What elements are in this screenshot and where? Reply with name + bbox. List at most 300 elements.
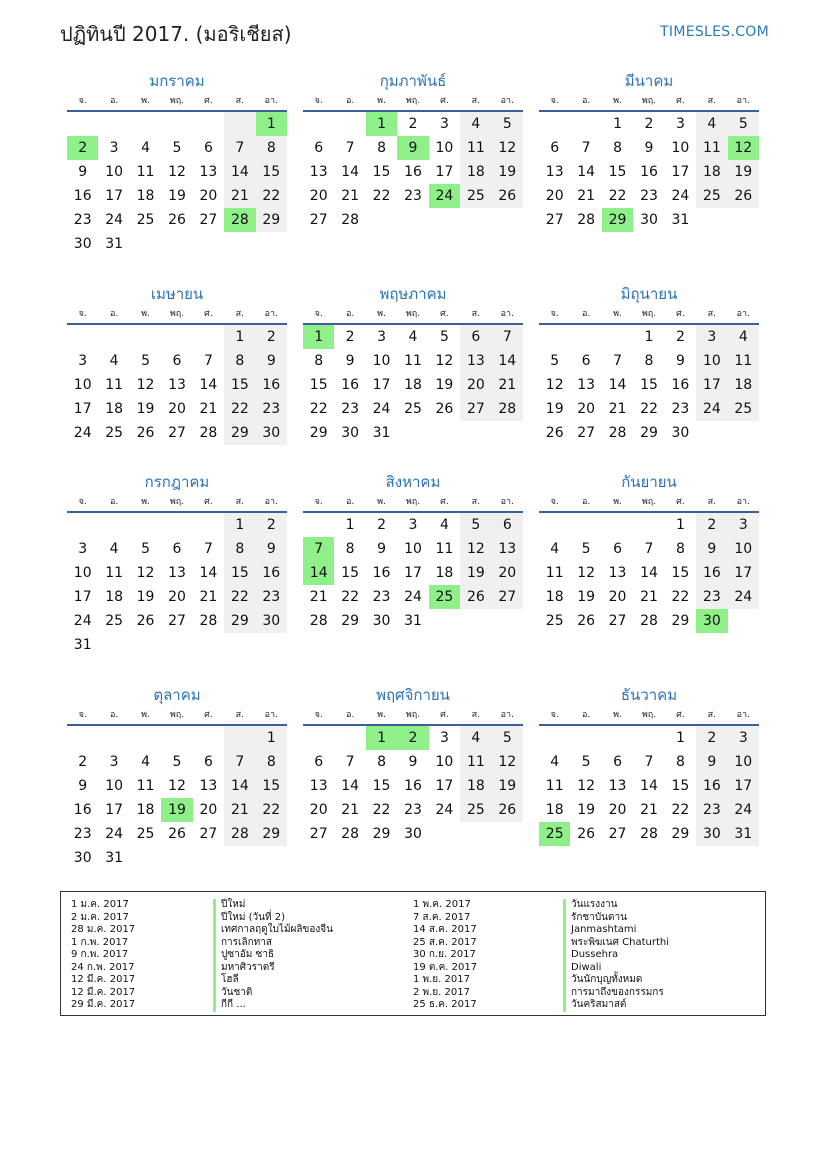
empty-cell bbox=[161, 112, 192, 136]
day-cell: 24 bbox=[372, 401, 391, 417]
empty-cell bbox=[256, 232, 287, 256]
weekday-label: ศ. bbox=[440, 710, 449, 720]
month-block bbox=[539, 471, 759, 633]
month-block bbox=[539, 70, 759, 232]
legend-entry: 1 ก.พ. 2017 bbox=[71, 936, 129, 948]
weekday-label: ส. bbox=[235, 309, 245, 319]
day-cell: 17 bbox=[728, 774, 759, 798]
day-cell: 29 bbox=[309, 425, 328, 441]
legend-entry: 2 ม.ค. 2017 bbox=[71, 911, 129, 923]
day-cell: 15 bbox=[671, 778, 690, 794]
day-cell: 8 bbox=[345, 541, 355, 557]
weekday-label: ศ. bbox=[204, 309, 213, 319]
day-cell: 2 bbox=[408, 116, 418, 132]
day-cell: 30 bbox=[404, 826, 422, 842]
day-cell: 11 bbox=[696, 136, 727, 160]
day-cell: 12 bbox=[168, 778, 186, 794]
day-cell: 10 bbox=[105, 778, 124, 794]
weekday-label: พฤ. bbox=[405, 309, 421, 319]
day-cell: 3 bbox=[109, 754, 119, 770]
day-cell: 16 bbox=[341, 377, 360, 393]
empty-cell bbox=[130, 513, 161, 537]
day-grid bbox=[539, 726, 759, 846]
day-cell: 15 bbox=[309, 377, 328, 393]
empty-cell bbox=[570, 513, 601, 537]
day-cell: 15 bbox=[608, 164, 627, 180]
day-cell: 26 bbox=[168, 212, 186, 228]
day-cell: 20 bbox=[545, 188, 564, 204]
day-cell: 9 bbox=[696, 750, 727, 774]
month-name: กันยายน bbox=[621, 473, 677, 491]
day-cell: 25 bbox=[460, 184, 491, 208]
day-cell: 14 bbox=[199, 565, 218, 581]
empty-cell bbox=[539, 513, 570, 537]
day-cell: 22 bbox=[671, 802, 690, 818]
day-cell: 22 bbox=[224, 585, 255, 609]
empty-cell bbox=[98, 726, 129, 750]
day-cell: 11 bbox=[728, 349, 759, 373]
empty-cell bbox=[193, 633, 224, 657]
day-cell: 7 bbox=[224, 750, 255, 774]
day-cell: 26 bbox=[577, 826, 596, 842]
empty-cell bbox=[570, 325, 601, 349]
day-cell: 4 bbox=[460, 112, 491, 136]
day-cell: 28 bbox=[309, 613, 328, 629]
weekday-label: พ. bbox=[613, 497, 622, 507]
empty-cell bbox=[161, 726, 192, 750]
day-cell: 18 bbox=[728, 373, 759, 397]
empty-cell bbox=[67, 325, 98, 349]
day-cell: 5 bbox=[460, 513, 491, 537]
day-cell: 18 bbox=[136, 188, 155, 204]
weekday-label: อา. bbox=[736, 497, 750, 507]
weekday-label: พ. bbox=[377, 96, 386, 106]
weekday-label: พฤ. bbox=[641, 309, 657, 319]
weekday-label: ศ. bbox=[204, 96, 213, 106]
day-cell: 6 bbox=[492, 513, 523, 537]
month-name: กุมภาพันธ์ bbox=[379, 72, 447, 90]
day-cell: 3 bbox=[728, 513, 759, 537]
empty-cell bbox=[98, 112, 129, 136]
day-cell: 8 bbox=[224, 537, 255, 561]
day-cell: 2 bbox=[675, 329, 685, 345]
day-cell: 13 bbox=[168, 565, 186, 581]
weekday-label: อ. bbox=[109, 96, 119, 106]
empty-cell bbox=[334, 726, 365, 750]
day-cell: 24 bbox=[404, 589, 422, 605]
day-cell: 11 bbox=[460, 750, 491, 774]
day-cell: 29 bbox=[224, 421, 255, 445]
day-cell: 30 bbox=[640, 212, 658, 228]
weekday-label: จ. bbox=[550, 710, 559, 720]
empty-cell bbox=[67, 112, 98, 136]
day-cell: 21 bbox=[199, 589, 218, 605]
weekday-label: พฤ. bbox=[405, 96, 421, 106]
weekday-label: ส. bbox=[707, 710, 717, 720]
day-cell: 26 bbox=[492, 184, 523, 208]
day-cell: 15 bbox=[256, 160, 287, 184]
weekday-label: ส. bbox=[235, 96, 245, 106]
weekday-label: จ. bbox=[314, 497, 323, 507]
day-cell: 27 bbox=[199, 826, 218, 842]
day-cell: 4 bbox=[550, 754, 560, 770]
day-cell: 24 bbox=[671, 188, 690, 204]
day-cell: 2 bbox=[345, 329, 355, 345]
legend-entry: 12 มี.ค. 2017 bbox=[71, 974, 136, 985]
day-cell: 30 bbox=[671, 425, 690, 441]
weekday-header bbox=[539, 706, 759, 726]
day-cell: 26 bbox=[168, 826, 186, 842]
legend-entry: โฮลี bbox=[213, 974, 333, 987]
weekday-label: ศ. bbox=[440, 96, 449, 106]
day-cell: 25 bbox=[404, 401, 422, 417]
day-cell: 18 bbox=[545, 589, 564, 605]
day-cell: 26 bbox=[577, 613, 596, 629]
empty-cell bbox=[303, 112, 334, 136]
day-cell: 21 bbox=[492, 373, 523, 397]
empty-cell bbox=[161, 846, 192, 870]
weekday-label: พฤ. bbox=[169, 96, 185, 106]
day-cell: 27 bbox=[545, 212, 564, 228]
day-cell: 3 bbox=[78, 541, 88, 557]
empty-cell bbox=[570, 112, 601, 136]
day-cell: 9 bbox=[78, 778, 88, 794]
empty-cell bbox=[67, 726, 98, 750]
day-grid bbox=[539, 325, 759, 445]
day-cell: 7 bbox=[224, 136, 255, 160]
month-name: เมษายน bbox=[150, 285, 204, 303]
day-cell: 1 bbox=[613, 116, 623, 132]
weekday-label: พ. bbox=[377, 710, 386, 720]
day-cell: 12 bbox=[492, 136, 523, 160]
day-cell: 23 bbox=[256, 397, 287, 421]
empty-cell bbox=[696, 208, 727, 232]
empty-cell bbox=[224, 846, 255, 870]
day-cell: 3 bbox=[675, 116, 685, 132]
day-cell: 22 bbox=[341, 589, 360, 605]
day-cell: 17 bbox=[728, 561, 759, 585]
day-cell: 16 bbox=[73, 802, 92, 818]
day-cell: 14 bbox=[608, 377, 627, 393]
legend-right-dates bbox=[413, 899, 477, 1012]
day-cell: 23 bbox=[372, 589, 391, 605]
day-cell: 16 bbox=[696, 561, 727, 585]
day-cell: 25 bbox=[105, 613, 124, 629]
day-cell: 18 bbox=[460, 774, 491, 798]
day-cell: 20 bbox=[608, 589, 627, 605]
day-cell: 1 bbox=[256, 726, 287, 750]
day-cell: 17 bbox=[404, 565, 422, 581]
day-cell: 9 bbox=[345, 353, 355, 369]
day-cell: 27 bbox=[199, 212, 218, 228]
day-cell: 31 bbox=[728, 822, 759, 846]
day-cell: 8 bbox=[224, 349, 255, 373]
day-grid bbox=[303, 726, 523, 846]
site-link[interactable]: TIMESLES.COM bbox=[660, 24, 769, 40]
day-cell: 3 bbox=[728, 726, 759, 750]
legend-entry: มหาศิวราตรี bbox=[213, 962, 333, 975]
day-cell: 11 bbox=[460, 136, 491, 160]
legend-entry: 2 พ.ย. 2017 bbox=[413, 986, 470, 998]
empty-cell bbox=[602, 513, 633, 537]
weekday-label: อา. bbox=[500, 96, 514, 106]
day-cell: 16 bbox=[256, 373, 287, 397]
day-cell: 20 bbox=[309, 188, 328, 204]
empty-cell bbox=[161, 325, 192, 349]
day-cell: 13 bbox=[309, 778, 328, 794]
weekday-header bbox=[539, 493, 759, 513]
day-cell: 11 bbox=[136, 164, 155, 180]
holiday-legend bbox=[60, 891, 766, 1016]
month-block bbox=[539, 283, 759, 445]
day-cell: 24 bbox=[728, 798, 759, 822]
legend-entry: 9 ก.พ. 2017 bbox=[71, 949, 129, 960]
day-cell: 23 bbox=[696, 585, 727, 609]
month-name: มีนาคม bbox=[624, 72, 674, 90]
empty-cell bbox=[539, 112, 570, 136]
day-cell: 28 bbox=[341, 826, 360, 842]
day-cell: 20 bbox=[199, 188, 218, 204]
day-cell: 28 bbox=[492, 397, 523, 421]
day-cell: 9 bbox=[78, 164, 88, 180]
empty-cell bbox=[193, 846, 224, 870]
day-cell: 23 bbox=[404, 188, 422, 204]
day-cell: 21 bbox=[309, 589, 328, 605]
day-cell: 12 bbox=[136, 565, 155, 581]
day-cell: 29 bbox=[256, 208, 287, 232]
day-cell: 2 bbox=[256, 513, 287, 537]
day-cell: 19 bbox=[435, 377, 454, 393]
day-cell: 8 bbox=[256, 750, 287, 774]
day-cell: 9 bbox=[256, 537, 287, 561]
day-cell: 21 bbox=[608, 401, 627, 417]
day-cell: 11 bbox=[545, 778, 564, 794]
day-cell: 27 bbox=[608, 613, 627, 629]
empty-cell bbox=[303, 513, 334, 537]
day-cell: 16 bbox=[404, 778, 422, 794]
legend-entry: เทศกาลฤดูใบไม้ผลิของจีน bbox=[213, 924, 333, 937]
empty-cell bbox=[696, 421, 727, 445]
empty-cell bbox=[602, 726, 633, 750]
day-cell: 7 bbox=[203, 353, 213, 369]
day-cell: 21 bbox=[341, 802, 360, 818]
day-cell: 17 bbox=[105, 802, 124, 818]
weekday-header bbox=[67, 493, 287, 513]
day-cell: 5 bbox=[172, 754, 182, 770]
weekday-label: อ. bbox=[581, 96, 591, 106]
weekday-header bbox=[67, 305, 287, 325]
day-cell: 31 bbox=[105, 236, 124, 252]
empty-cell bbox=[492, 421, 523, 445]
day-cell: 7 bbox=[613, 353, 623, 369]
day-cell: 29 bbox=[224, 609, 255, 633]
legend-entry: 29 มี.ค. 2017 bbox=[71, 999, 136, 1010]
day-cell: 27 bbox=[460, 397, 491, 421]
day-cell: 18 bbox=[105, 589, 124, 605]
day-cell: 28 bbox=[199, 613, 218, 629]
holiday-day-cell: 2 bbox=[67, 136, 98, 160]
empty-cell bbox=[397, 208, 428, 232]
weekday-label: จ. bbox=[550, 96, 559, 106]
weekday-label: พ. bbox=[613, 710, 622, 720]
day-cell: 24 bbox=[435, 802, 454, 818]
holiday-day-cell: 1 bbox=[256, 112, 287, 136]
weekday-label: พ. bbox=[613, 309, 622, 319]
day-cell: 27 bbox=[168, 613, 186, 629]
day-cell: 10 bbox=[671, 140, 690, 156]
day-cell: 14 bbox=[341, 778, 360, 794]
weekday-label: อ. bbox=[345, 96, 355, 106]
day-cell: 13 bbox=[309, 164, 328, 180]
day-cell: 10 bbox=[728, 750, 759, 774]
holiday-day-cell: 25 bbox=[539, 822, 570, 846]
day-cell: 11 bbox=[136, 778, 155, 794]
day-cell: 14 bbox=[640, 565, 658, 581]
day-cell: 19 bbox=[492, 774, 523, 798]
weekday-header bbox=[303, 706, 523, 726]
weekday-label: อา. bbox=[264, 710, 278, 720]
month-block bbox=[539, 684, 759, 846]
page-title: ปฏิทินปี 2017. (มอริเชียส) bbox=[60, 22, 292, 46]
day-cell: 11 bbox=[404, 353, 422, 369]
day-cell: 5 bbox=[172, 140, 182, 156]
day-cell: 25 bbox=[545, 613, 564, 629]
month-name: พฤษภาคม bbox=[379, 285, 447, 303]
legend-entry: 12 มี.ค. 2017 bbox=[71, 986, 136, 998]
weekday-label: ศ. bbox=[440, 497, 449, 507]
weekday-label: อา. bbox=[736, 309, 750, 319]
day-cell: 19 bbox=[168, 188, 186, 204]
day-cell: 12 bbox=[435, 353, 454, 369]
weekday-label: พฤ. bbox=[641, 710, 657, 720]
day-cell: 7 bbox=[644, 754, 654, 770]
day-cell: 12 bbox=[545, 377, 564, 393]
day-cell: 14 bbox=[492, 349, 523, 373]
holiday-day-cell: 1 bbox=[303, 325, 334, 349]
day-cell: 23 bbox=[73, 212, 92, 228]
day-cell: 17 bbox=[696, 373, 727, 397]
weekday-label: ส. bbox=[707, 497, 717, 507]
empty-cell bbox=[67, 513, 98, 537]
day-cell: 21 bbox=[577, 188, 596, 204]
weekday-label: ส. bbox=[707, 309, 717, 319]
day-cell: 11 bbox=[435, 541, 454, 557]
day-cell: 9 bbox=[377, 541, 387, 557]
day-cell: 13 bbox=[608, 565, 627, 581]
day-cell: 17 bbox=[671, 164, 690, 180]
month-block bbox=[303, 684, 523, 846]
day-cell: 10 bbox=[73, 377, 92, 393]
empty-cell bbox=[429, 208, 460, 232]
day-cell: 13 bbox=[577, 377, 596, 393]
day-cell: 31 bbox=[105, 850, 124, 866]
day-cell: 28 bbox=[577, 212, 596, 228]
empty-cell bbox=[98, 633, 129, 657]
day-cell: 22 bbox=[256, 798, 287, 822]
day-cell: 2 bbox=[256, 325, 287, 349]
day-cell: 21 bbox=[640, 802, 658, 818]
day-cell: 8 bbox=[377, 754, 387, 770]
weekday-label: อ. bbox=[581, 309, 591, 319]
weekday-label: ศ. bbox=[676, 309, 685, 319]
day-cell: 1 bbox=[224, 325, 255, 349]
holiday-day-cell: 2 bbox=[397, 726, 428, 750]
day-cell: 16 bbox=[372, 565, 391, 581]
empty-cell bbox=[224, 232, 255, 256]
empty-cell bbox=[366, 208, 397, 232]
day-cell: 23 bbox=[341, 401, 360, 417]
empty-cell bbox=[570, 726, 601, 750]
weekday-label: อ. bbox=[581, 497, 591, 507]
day-cell: 29 bbox=[341, 613, 360, 629]
day-cell: 4 bbox=[439, 517, 449, 533]
day-cell: 23 bbox=[671, 401, 690, 417]
day-cell: 25 bbox=[136, 826, 155, 842]
day-cell: 4 bbox=[696, 112, 727, 136]
weekday-label: อา. bbox=[264, 497, 278, 507]
empty-cell bbox=[161, 232, 192, 256]
legend-entry: 7 ส.ค. 2017 bbox=[413, 911, 471, 923]
day-cell: 18 bbox=[545, 802, 564, 818]
day-cell: 22 bbox=[256, 184, 287, 208]
day-cell: 23 bbox=[404, 802, 422, 818]
weekday-label: พ. bbox=[141, 309, 150, 319]
weekday-label: ศ. bbox=[440, 309, 449, 319]
day-cell: 19 bbox=[545, 401, 564, 417]
holiday-day-cell: 24 bbox=[429, 184, 460, 208]
weekday-label: จ. bbox=[78, 96, 87, 106]
day-cell: 12 bbox=[492, 750, 523, 774]
day-cell: 4 bbox=[728, 325, 759, 349]
empty-cell bbox=[460, 822, 491, 846]
day-cell: 15 bbox=[671, 565, 690, 581]
day-cell: 15 bbox=[372, 164, 391, 180]
day-cell: 28 bbox=[640, 826, 658, 842]
day-grid bbox=[67, 325, 287, 445]
weekday-label: ส. bbox=[471, 309, 481, 319]
day-cell: 20 bbox=[168, 589, 186, 605]
day-cell: 29 bbox=[256, 822, 287, 846]
day-cell: 30 bbox=[73, 236, 92, 252]
day-cell: 23 bbox=[640, 188, 658, 204]
day-cell: 12 bbox=[577, 778, 596, 794]
weekday-label: จ. bbox=[78, 309, 87, 319]
day-cell: 28 bbox=[341, 212, 360, 228]
day-cell: 31 bbox=[372, 425, 391, 441]
legend-entry: วันคริสมาสต์ bbox=[563, 999, 669, 1012]
day-cell: 24 bbox=[105, 212, 124, 228]
day-cell: 5 bbox=[141, 541, 151, 557]
day-cell: 10 bbox=[435, 140, 454, 156]
day-cell: 14 bbox=[577, 164, 596, 180]
legend-entry: กีกี ... bbox=[213, 999, 333, 1012]
day-cell: 16 bbox=[73, 188, 92, 204]
empty-cell bbox=[193, 112, 224, 136]
weekday-label: ส. bbox=[707, 96, 717, 106]
day-cell: 14 bbox=[640, 778, 658, 794]
day-cell: 21 bbox=[199, 401, 218, 417]
day-cell: 6 bbox=[460, 325, 491, 349]
day-cell: 8 bbox=[377, 140, 387, 156]
day-grid bbox=[67, 513, 287, 657]
holiday-day-cell: 29 bbox=[602, 208, 633, 232]
day-cell: 5 bbox=[581, 754, 591, 770]
legend-entry: Janmashtami bbox=[563, 924, 669, 937]
day-cell: 16 bbox=[404, 164, 422, 180]
day-cell: 12 bbox=[577, 565, 596, 581]
legend-entry: การเลิกทาส bbox=[213, 937, 333, 950]
weekday-header bbox=[303, 92, 523, 112]
